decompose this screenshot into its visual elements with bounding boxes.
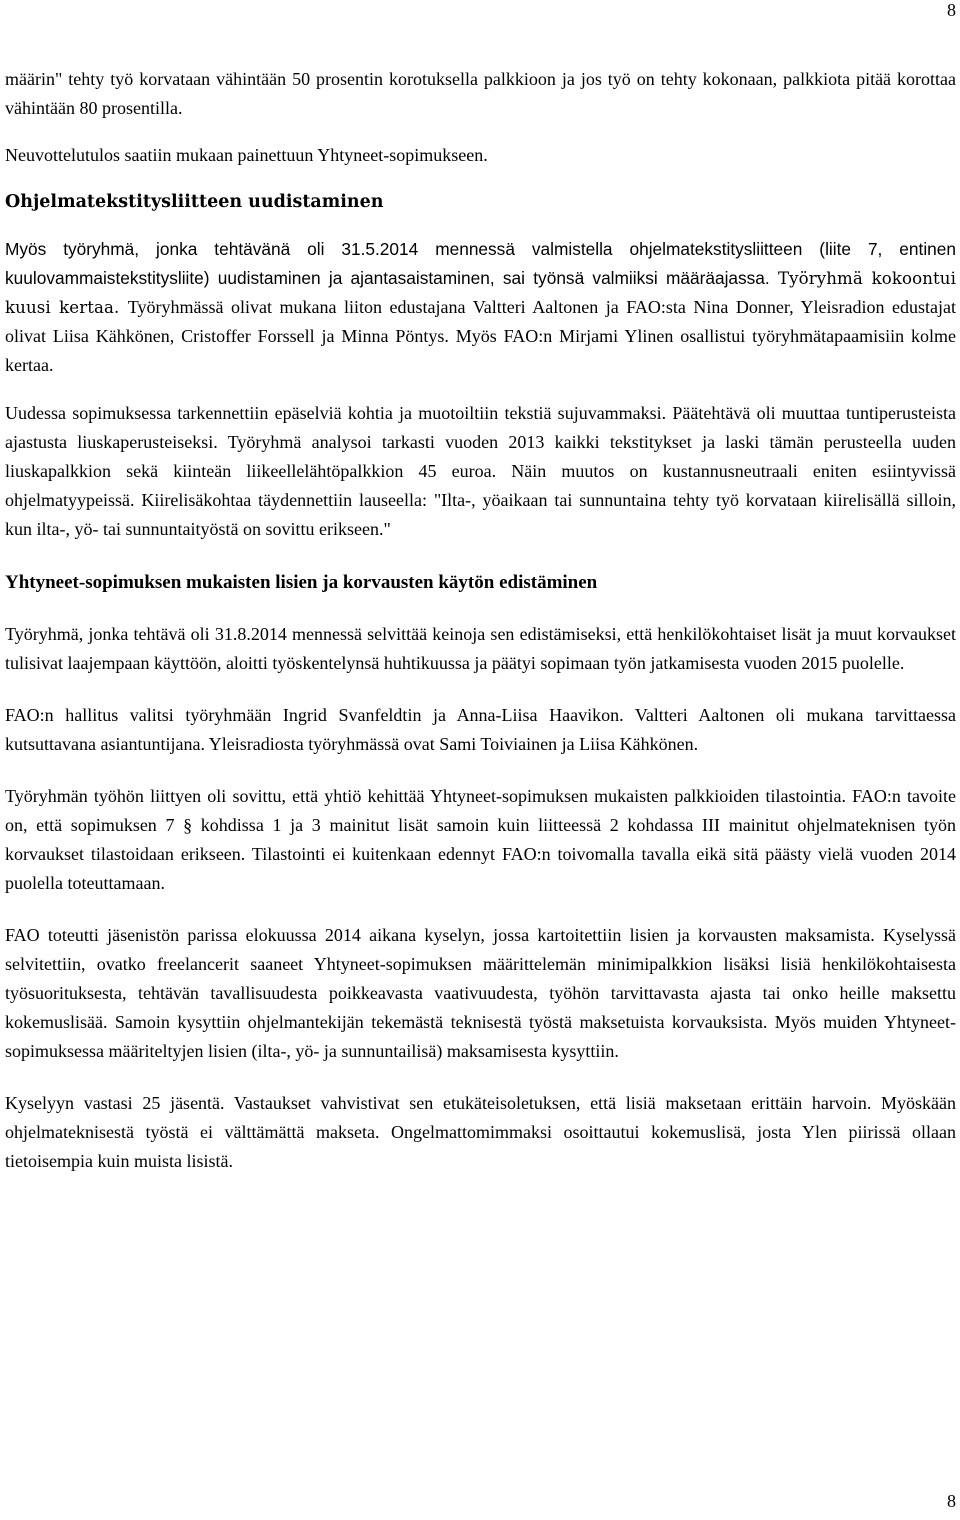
paragraph-kysely: [5, 921, 956, 1066]
paragraph-tyoryhma: [5, 235, 956, 380]
section-heading-ohjelmatekstitysliite: Ohjelmatekstitysliitteen uudistaminen: [5, 192, 384, 212]
text-span: Työryhmä kokoontui kuusi kertaa.: [5, 269, 956, 317]
text-span: FAO:n hallitus valitsi työryhmään Ingrid Svanfeldtin ja Anna-Liisa Haavikon. Valtteri Aaltonen oli mukana tarvittaessa kutsuttavana asiantuntijana. Yleisradiosta työryhmässä ovat Sami Toiviainen ja Liisa Kähkönen.: [5, 705, 956, 754]
paragraph-neuvottelutulos: [5, 141, 956, 170]
text-span: Työryhmä, jonka tehtävä oli 31.8.2014 mennessä selvittää keinoja sen edistämiseksi, että henkilökohtaiset lisät ja muut korvaukset tulisivat laajempaan käyttöön, aloitti työskentelynsä huhtikuussa ja päätyi sopimaan työn jatkamisesta vuoden 2015 puolelle.: [5, 624, 956, 673]
text-span: FAO toteutti jäsenistön parissa elokuussa 2014 aikana kyselyn, jossa kartoitettiin lisien ja korvausten maksamista. Kyselyssä selvitettiin, ovatko freelancerit saaneet Yhtyneet-sopimuksen määrittelemän minimipalkkion lisäksi lisiä henkilökohtaisesta työsuorituksesta, tehtävän tavallisuudesta poikkeavasta vaativuudesta, työhön tarvittavasta ajasta tai onko heille maksettu kokemuslisää. Samoin kysyttiin ohjelmantekijän tekemästä teknisestä työstä maksetuista korvauksista. Myös muiden Yhtyneet-sopimuksessa määriteltyjen lisien (ilta-, yö- ja sunnuntailisä) maksamisesta kysyttiin.: [5, 925, 956, 1061]
text-span: Myös työryhmä, jonka tehtävänä oli 31.5.2014 mennessä valmistella ohjelmatekstitysliitteen (liite 7, entinen kuulovammaistekstitysliite) uudistaminen ja ajantasaistaminen, sai työnsä valmiiksi määräajassa.: [5, 239, 956, 288]
paragraph-tilastointi: [5, 782, 956, 898]
paragraph-continuation: [5, 65, 956, 123]
text-span: Kyselyyn vastasi 25 jäsentä. Vastaukset vahvistivat sen etukäteisoletuksen, että lisiä maksetaan erittäin harvoin. Myöskään ohjelmateknisestä työstä ei välttämättä makseta. Ongelmattomimmaksi osoittautui kokemuslisä, josta Ylen piirissä ollaan tietoisempia kuin muista lisistä.: [5, 1093, 956, 1171]
text-span: Työryhmän työhön liittyen oli sovittu, että yhtiö kehittää Yhtyneet-sopimuksen mukaisten palkkioiden tilastointia. FAO:n tavoite on, että sopimuksen 7 § kohdissa 1 ja 3 mainitut lisät samoin kuin liitteessä 2 kohdassa III mainitut ohjelmateknisen työn korvaukset tilastoidaan erikseen. Tilastointi ei kuitenkaan edennyt FAO:n toivomalla tavalla eikä sitä päästy vielä vuoden 2014 puolella toteuttamaan.: [5, 786, 956, 893]
text-span: Uudessa sopimuksessa tarkennettiin epäselviä kohtia ja muotoiltiin tekstiä sujuvammaksi. Päätehtävä oli muuttaa tuntiperusteista ajastusta liuskaperusteiseksi. Työryhmä analysoi tarkasti vuoden 2013 kaikki tekstitykset ja laski tämän perusteella uuden liuskapalkkion sekä kiinteän liikeellelähtöpalkkion 45 euroa. Näin muutos on kustannusneutraali eniten esiintyvissä ohjelmatyypeissä. Kiirelisäkohtaa täydennettiin lauseella: "Ilta-, yöaikaan tai sunnuntaina tehty työ korvataan kiirelisällä silloin, kun ilta-, yö- tai sunnuntaityöstä on sovittu erikseen.": [5, 403, 956, 539]
paragraph-hallitus: [5, 701, 956, 759]
paragraph-tyoryhma-lisat: [5, 620, 956, 678]
paragraph-vastaukset: [5, 1089, 956, 1176]
page-number-bottom: 8: [947, 1491, 956, 1511]
text-span: määrin" tehty työ korvataan vähintään 50 prosentin korotuksella palkkioon ja jos työ on tehty kokonaan, palkkiota pitää korottaa vähintään 80 prosentilla.: [5, 69, 956, 118]
page-number-top: 8: [947, 0, 956, 20]
text-span: Työryhmässä olivat mukana liiton edustajana Valtteri Aaltonen ja FAO:sta Nina Donner, Yleisradion edustajat olivat Liisa Kähkönen, Cristoffer Forssell ja Minna Pöntys. Myös FAO:n Mirjami Ylinen osallistui työryhmätapaamisiin kolme kertaa.: [5, 297, 956, 375]
paragraph-uusi-sopimus: [5, 399, 956, 544]
document-body: [5, 65, 956, 1176]
section-heading-lisat-korvaukset: Yhtyneet-sopimuksen mukaisten lisien ja korvausten käytön edistäminen: [5, 572, 598, 593]
text-span: Neuvottelutulos saatiin mukaan painettuun Yhtyneet-sopimukseen.: [5, 145, 488, 165]
